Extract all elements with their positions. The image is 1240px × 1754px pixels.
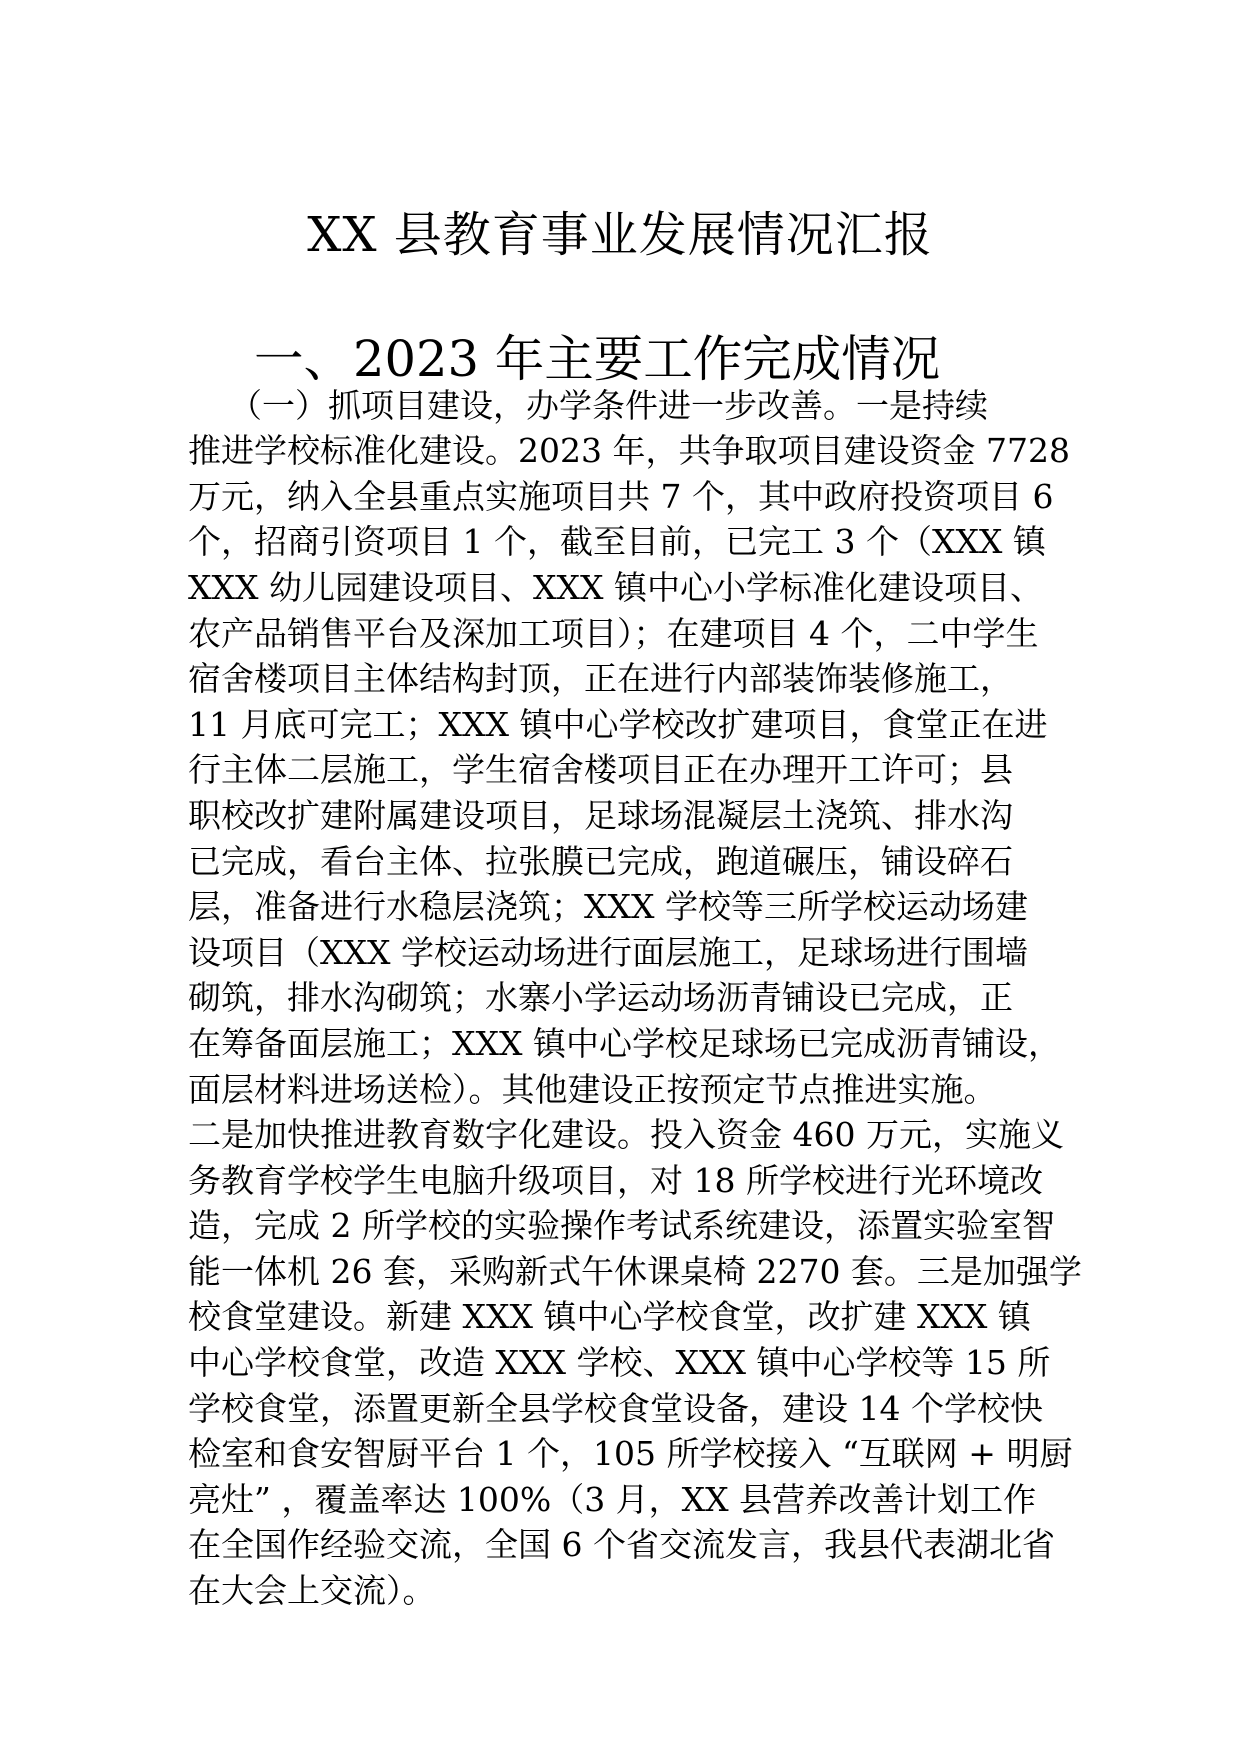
paragraph-line: 务教育学校学生电脑升级项目，对 18 所学校进行光环境改 xyxy=(188,1160,1043,1200)
paragraph-line: 校食堂建设。新建 XXX 镇中心学校食堂，改扩建 XXX 镇 xyxy=(188,1297,1031,1337)
document-body xyxy=(188,330,1082,1614)
paragraph-line: 行主体二层施工，学生宿舍楼项目正在办理开工许可；县 xyxy=(188,750,1013,790)
paragraph-line: 推进学校标准化建设。2023 年，共争取项目建设资金 7728 xyxy=(188,431,1070,471)
paragraph-line: 在筹备面层施工；XXX 镇中心学校足球场已完成沥青铺设， xyxy=(188,1023,1061,1063)
paragraph-line: 砌筑，排水沟砌筑；水寨小学运动场沥青铺设已完成，正 xyxy=(188,978,1013,1018)
paragraph-line: 11 月底可完工；XXX 镇中心学校改扩建项目，食堂正在进 xyxy=(188,704,1048,744)
paragraph-line: 设项目（XXX 学校运动场进行面层施工，足球场进行围墙 xyxy=(188,932,1028,972)
section-heading: 一、2023 年主要工作完成情况 xyxy=(254,330,941,388)
paragraph-line: 职校改扩建附属建设项目，足球场混凝层土浇筑、排水沟 xyxy=(188,795,1013,835)
paragraph-line: 在全国作经验交流，全国 6 个省交流发言，我县代表湖北省 xyxy=(188,1525,1055,1565)
paragraph-line: 层，准备进行水稳层浇筑；XXX 学校等三所学校运动场建 xyxy=(188,887,1028,927)
paragraph-line: 中心学校食堂，改造 XXX 学校、XXX 镇中心学校等 15 所 xyxy=(188,1343,1051,1383)
paragraph-line: 亮灶” ，覆盖率达 100%（3 月，XX 县营养改善计划工作 xyxy=(188,1479,1037,1519)
paragraph-line: XXX 幼儿园建设项目、XXX 镇中心小学标准化建设项目、 xyxy=(188,567,1043,607)
paragraph-line: 宿舍楼项目主体结构封顶，正在进行内部装饰装修施工， xyxy=(188,659,1013,699)
document-title: XX 县教育事业发展情况汇报 xyxy=(307,207,933,263)
paragraph-line: 学校食堂，添置更新全县学校食堂设备，建设 14 个学校快 xyxy=(188,1388,1043,1428)
paragraph-line: 在大会上交流）。 xyxy=(188,1571,436,1611)
paragraph-line: 造，完成 2 所学校的实验操作考试系统建设，添置实验室智 xyxy=(188,1206,1055,1246)
paragraph-line: （一）抓项目建设，办学条件进一步改善。一是持续 xyxy=(229,385,988,425)
paragraph-line: 检室和食安智厨平台 1 个，105 所学校接入 “互联网 + 明厨 xyxy=(188,1434,1073,1474)
paragraph-line: 个，招商引资项目 1 个，截至目前，已完工 3 个（XXX 镇 xyxy=(188,522,1046,562)
paragraph-line: 面层材料进场送检）。其他建设正按预定节点推进实施。 xyxy=(188,1069,997,1109)
paragraph-line: 万元，纳入全县重点实施项目共 7 个，其中政府投资项目 6 xyxy=(188,476,1054,516)
paragraph-line: 农产品销售平台及深加工项目）；在建项目 4 个，二中学生 xyxy=(188,613,1039,653)
paragraph xyxy=(188,383,1082,1614)
paragraph-line: 已完成，看台主体、拉张膜已完成，跑道碾压，铺设碎石 xyxy=(188,841,1013,881)
paragraph-line: 能一体机 26 套，采购新式午休课桌椅 2270 套。三是加强学 xyxy=(188,1251,1082,1291)
paragraph-line: 二是加快推进教育数字化建设。投入资金 460 万元，实施义 xyxy=(188,1115,1064,1155)
